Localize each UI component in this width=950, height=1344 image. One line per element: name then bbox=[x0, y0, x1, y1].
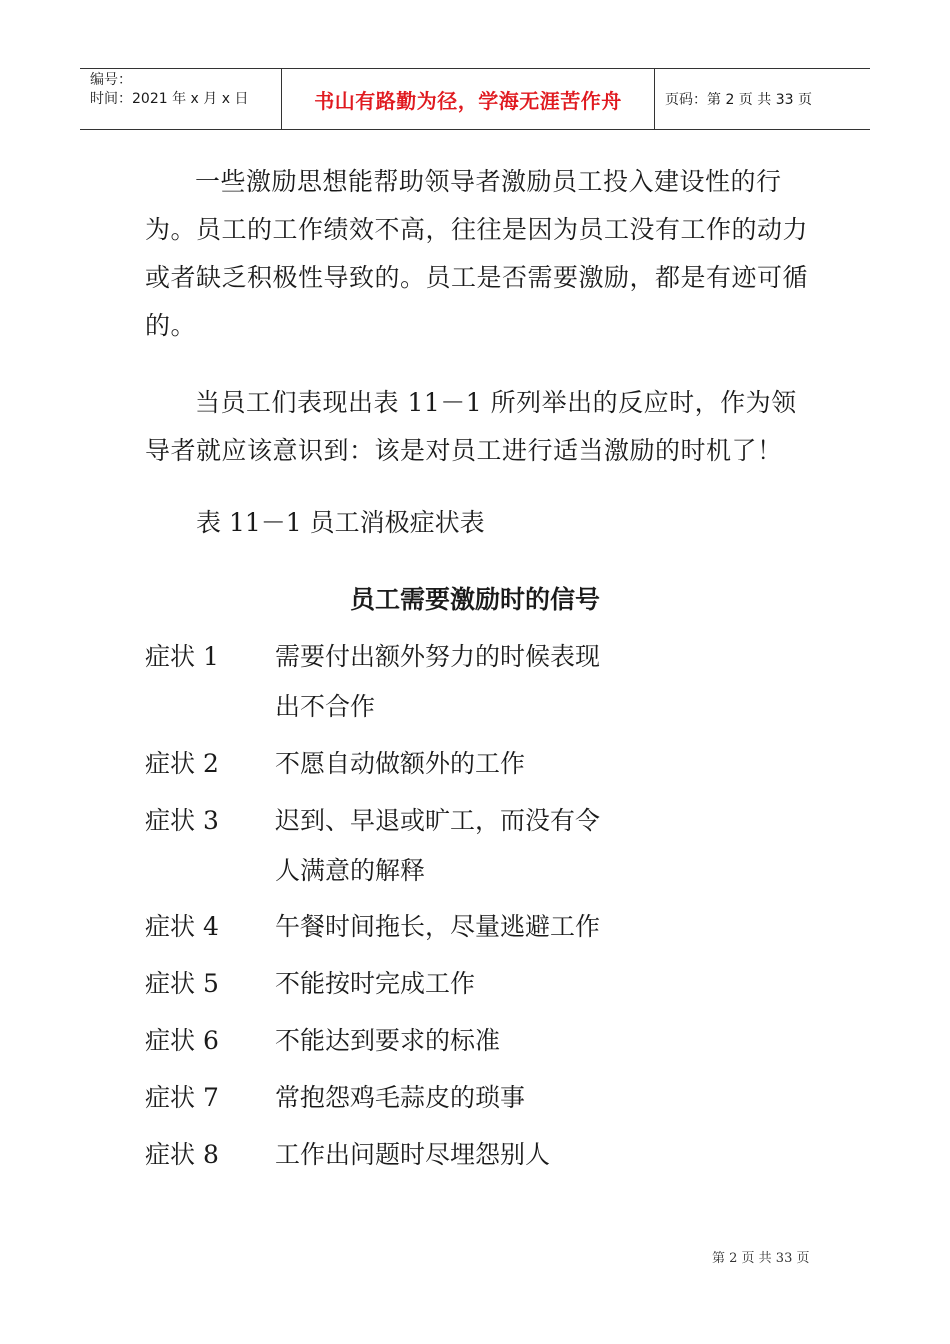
symptom-label: 症状 6 bbox=[145, 1026, 219, 1055]
symptom-desc: 需要付出额外努力的时候表现出不合作 bbox=[275, 642, 601, 721]
symptom-desc: 不能达到要求的标准 bbox=[275, 1026, 501, 1055]
symptom-label: 症状 1 bbox=[145, 642, 219, 671]
symptom-label: 症状 8 bbox=[145, 1140, 219, 1169]
symptom-label: 症状 4 bbox=[145, 912, 219, 941]
symptom-desc: 午餐时间拖长，尽量逃避工作 bbox=[275, 912, 601, 941]
page-header bbox=[80, 68, 870, 130]
symptom-label: 症状 2 bbox=[145, 749, 219, 778]
page-label: 页码：第 2 页 共 33 页 bbox=[665, 92, 812, 108]
symptom-desc: 常抱怨鸡毛蒜皮的琐事 bbox=[275, 1083, 526, 1112]
time-label: 时间：2021 年 x 月 x 日 bbox=[90, 91, 249, 107]
symptom-label: 症状 7 bbox=[145, 1083, 219, 1112]
symptom-desc: 不愿自动做额外的工作 bbox=[275, 749, 526, 778]
symptom-desc: 迟到、早退或旷工，而没有令人满意的解释 bbox=[275, 806, 601, 885]
symptom-desc: 不能按时完成工作 bbox=[275, 969, 476, 998]
page-footer: 第 2 页 共 33 页 bbox=[712, 1251, 810, 1266]
table-title: 员工需要激励时的信号 bbox=[349, 585, 600, 614]
header-page-cell bbox=[655, 69, 870, 129]
paragraph-1: 一些激励思想能帮助领导者激励员工投入建设性的行为。员工的工作绩效不高，往往是因为员工没有工作的动力或者缺乏积极性导致的。员工是否需要激励，都是有迹可循的。 bbox=[145, 167, 809, 340]
header-meta bbox=[80, 69, 281, 129]
symptom-label: 症状 3 bbox=[145, 806, 219, 835]
symptom-desc: 工作出问题时尽埋怨别人 bbox=[275, 1140, 551, 1169]
header-motto-cell bbox=[281, 69, 655, 129]
symptom-label: 症状 5 bbox=[145, 969, 219, 998]
number-label: 编号： bbox=[90, 72, 132, 88]
table-caption: 表 11－1 员工消极症状表 bbox=[196, 508, 485, 537]
paragraph-2: 当员工们表现出表 11－1 所列举出的反应时，作为领导者就应该意识到：该是对员工进行适当激励的时机了！ bbox=[145, 388, 797, 465]
motto: 书山有路勤为径，学海无涯苦作舟 bbox=[314, 88, 622, 113]
